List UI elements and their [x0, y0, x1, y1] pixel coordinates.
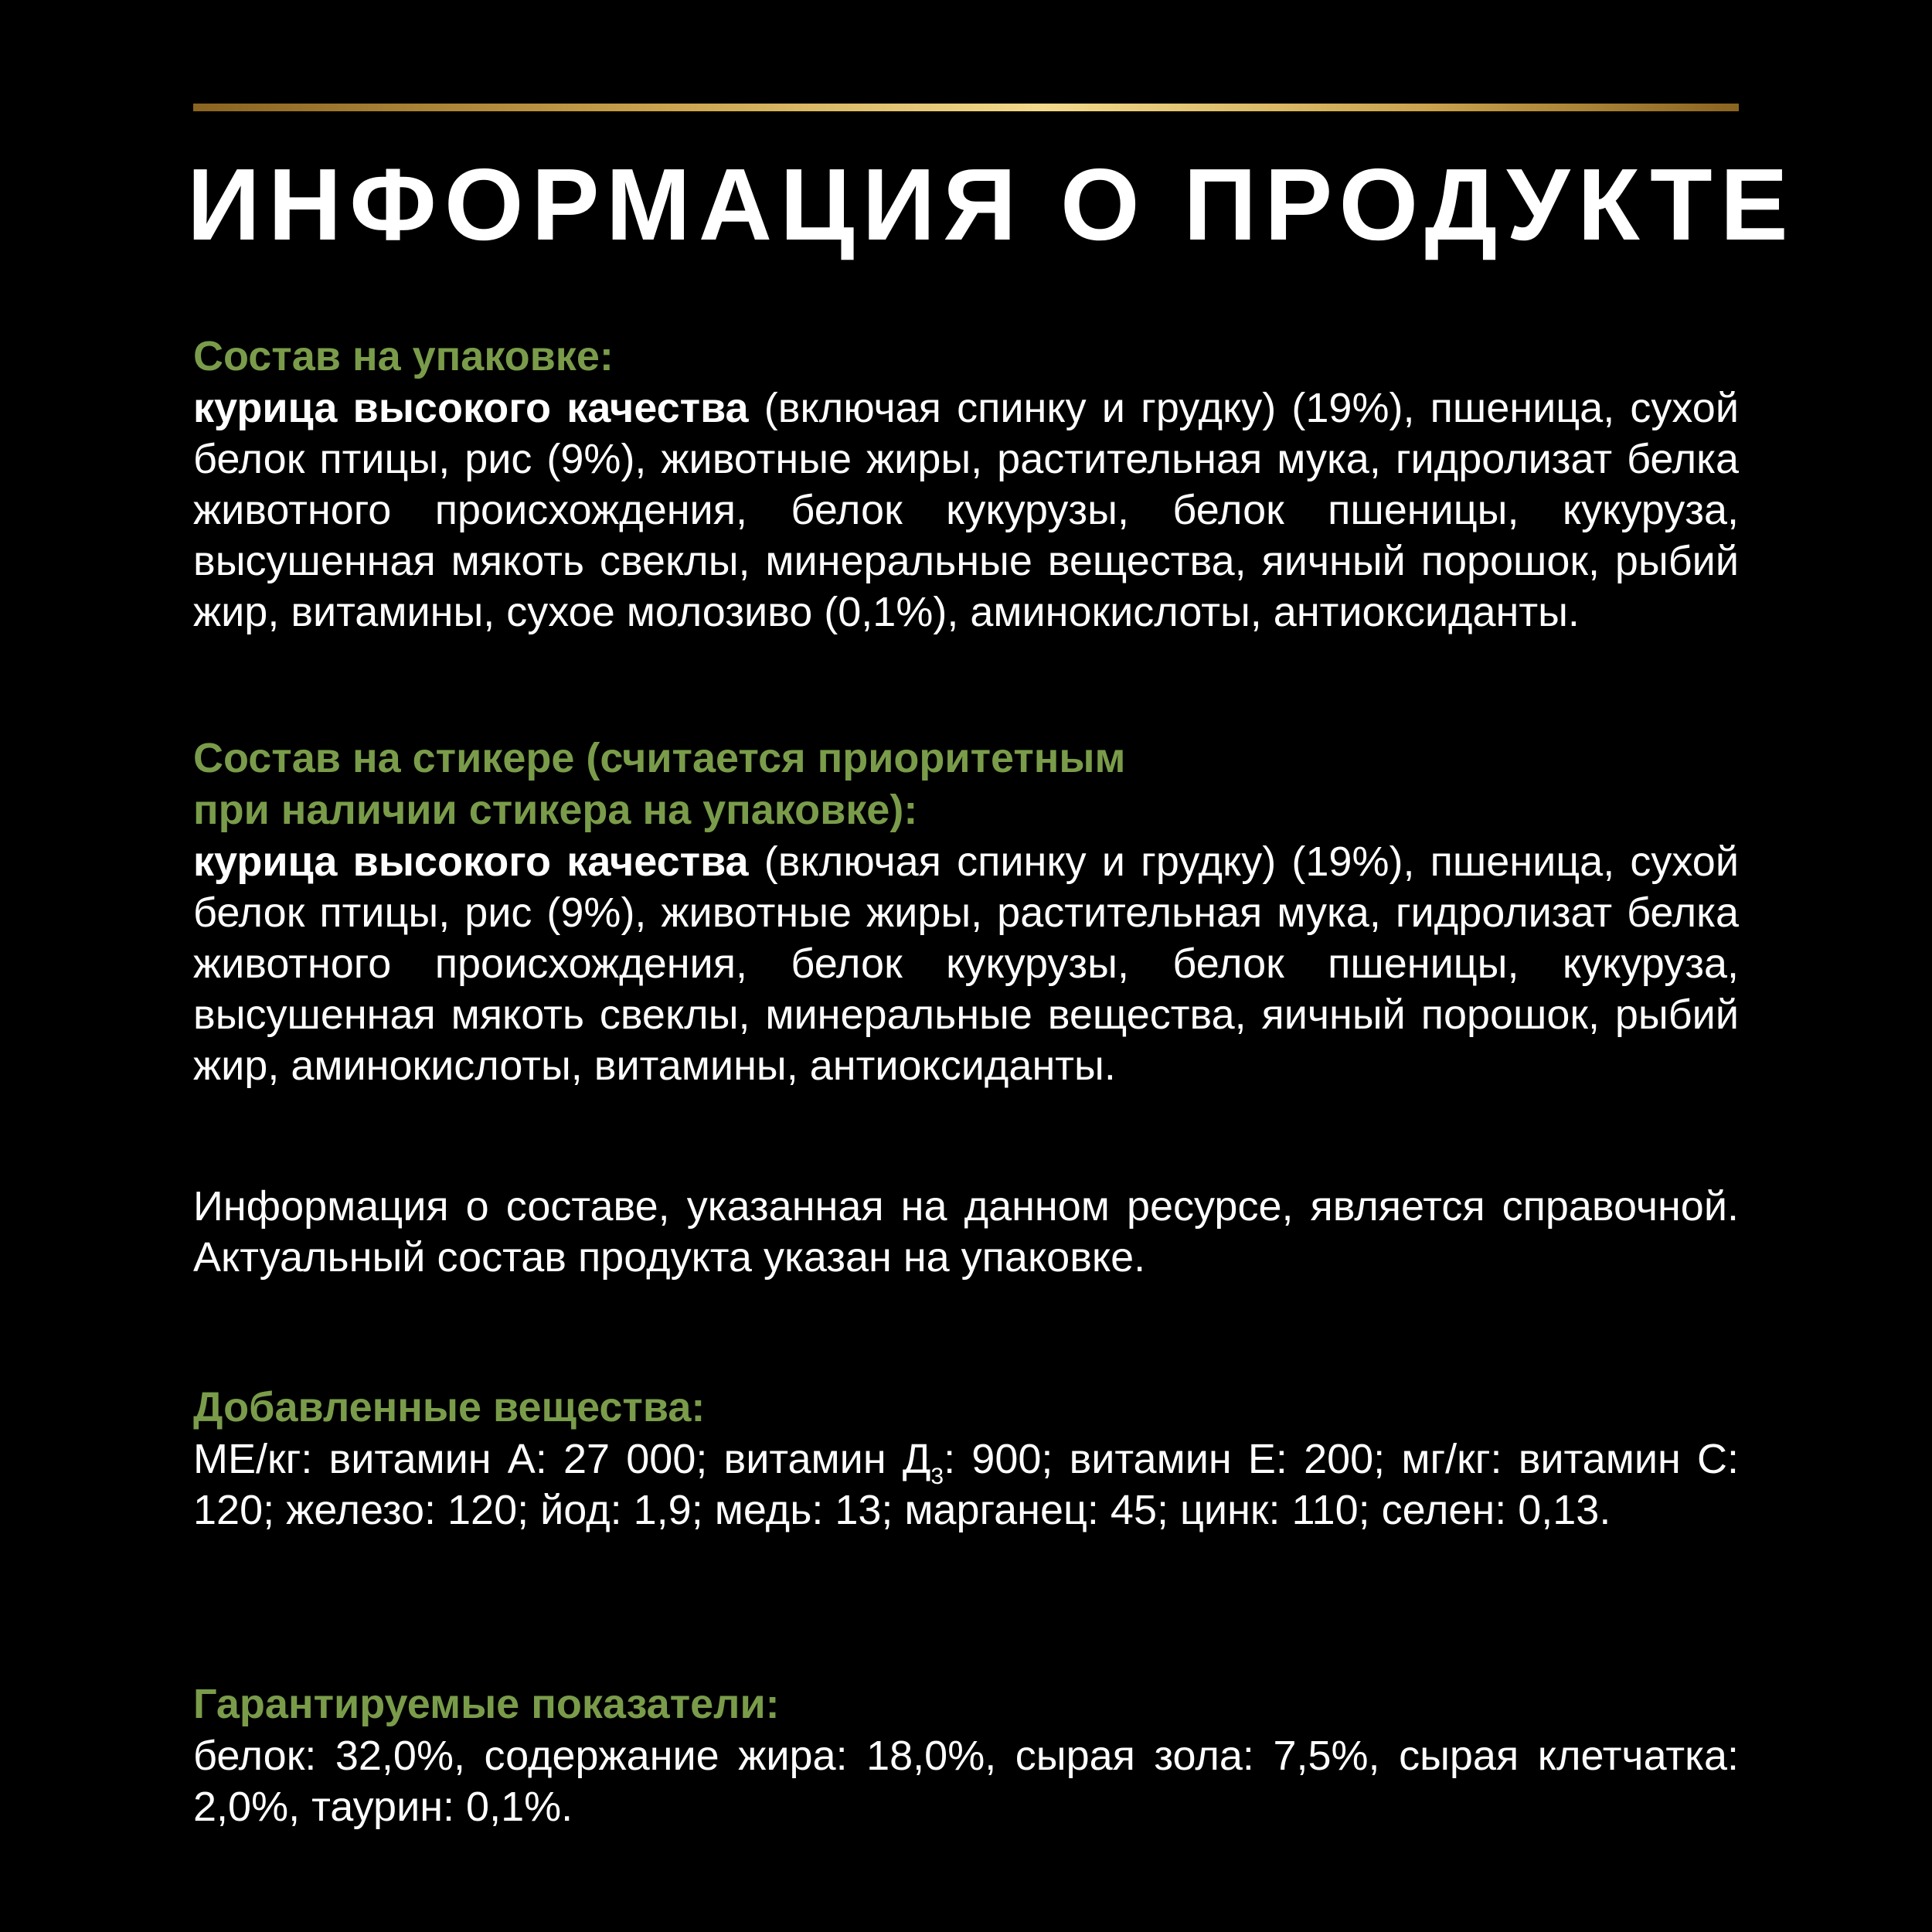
sticker-composition-text — [193, 836, 1739, 1091]
reference-note-section — [193, 1181, 1739, 1283]
pack-composition-rest: (включая спинку и грудку) (19%), пшеница, сухой белок птицы, рис (9%), животные жиры, растительная мука, гидролизат белка животного происхождения, белок кукурузы, белок пшеницы, кукуруза, высушенная мякоть свеклы, минеральные вещества, яичный порошок, рыбий жир, витамины, сухое молозиво (0,1%), аминокислоты, антиоксиданты. — [193, 385, 1739, 635]
additives-text-before: МЕ/кг: витамин А: 27 000; витамин Д — [193, 1436, 931, 1482]
sticker-composition-rest: (включая спинку и грудку) (19%), пшеница, сухой белок птицы, рис (9%), животные жиры, растительная мука, гидролизат белка животного происхождения, белок кукурузы, белок пшеницы, кукуруза, высушенная мякоть свеклы, минеральные вещества, яичный порошок, рыбий жир, аминокислоты, витамины, антиоксиданты. — [193, 838, 1739, 1089]
sticker-composition-lead: курица высокого качества — [193, 838, 749, 885]
sticker-composition-heading-line1: Состав на стикере (считается приоритетным — [193, 735, 1126, 781]
additives-section — [193, 1382, 1739, 1536]
pack-composition-text — [193, 383, 1739, 638]
page-title: ИНФОРМАЦИЯ О ПРОДУКТЕ — [187, 148, 1796, 261]
additives-heading: Добавленные вещества: — [193, 1384, 706, 1430]
guaranteed-section — [193, 1679, 1739, 1832]
vitamin-d-subscript: 3 — [930, 1464, 944, 1489]
pack-composition-lead: курица высокого качества — [193, 385, 749, 431]
sticker-composition-heading-line2: при наличии стикера на упаковке): — [193, 787, 918, 833]
additives-text-after: : 900; витамин Е: 200; мг/кг: витамин С: 120; железо: 120; йод: 1,9; медь: 13; марганец: 45; цинк: 110; селен: 0,13. — [193, 1436, 1739, 1533]
pack-composition-section — [193, 331, 1739, 638]
product-info-page — [187, 0, 1796, 1932]
additives-text — [193, 1434, 1739, 1536]
sticker-composition-section — [193, 733, 1739, 1091]
guaranteed-text: белок: 32,0%, содержание жира: 18,0%, сырая зола: 7,5%, сырая клетчатка: 2,0%, таурин: 0,1%. — [193, 1733, 1739, 1830]
reference-note: Информация о составе, указанная на данном ресурсе, является справочной. Актуальный состав продукта указан на упаковке. — [193, 1183, 1739, 1281]
gold-divider — [193, 104, 1739, 111]
guaranteed-heading: Гарантируемые показатели: — [193, 1681, 780, 1727]
pack-composition-heading: Состав на упаковке: — [193, 333, 614, 379]
